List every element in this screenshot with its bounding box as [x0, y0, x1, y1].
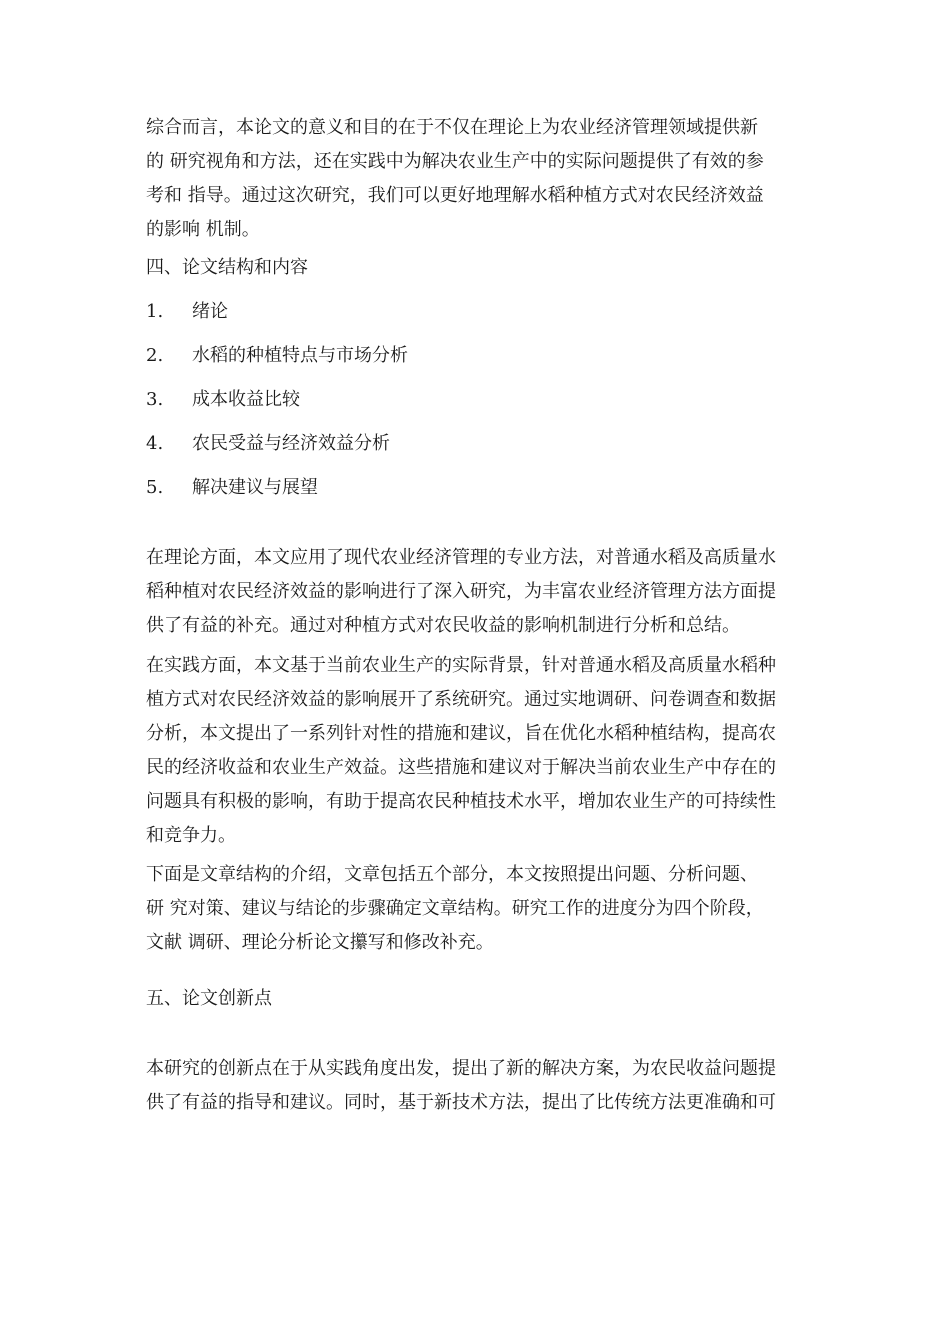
text-line: 考和 指导。通过这次研究，我们可以更好地理解水稻种植方式对农民经济效益 — [146, 185, 764, 206]
text-line: 和竞争力。 — [146, 825, 236, 846]
toc-item — [146, 300, 228, 324]
toc-number: 4. — [146, 433, 164, 454]
text-line: 下面是文章结构的介绍，文章包括五个部分，本文按照提出问题、分析问题、 — [146, 864, 758, 885]
text-line: 综合而言，本论文的意义和目的在于不仅在理论上为农业经济管理领域提供新 — [146, 117, 758, 138]
toc-item — [146, 476, 318, 500]
text-line: 供了有益的补充。通过对种植方式对农民收益的影响机制进行分析和总结。 — [146, 615, 740, 636]
text-line: 研 究对策、建议与结论的步骤确定文章结构。研究工作的进度分为四个阶段， — [146, 898, 764, 919]
paragraph-innovation — [146, 1052, 810, 1120]
toc-item — [146, 388, 300, 412]
text-line: 在实践方面，本文基于当前农业生产的实际背景，针对普通水稻及高质量水稻种 — [146, 655, 776, 676]
toc-label: 解决建议与展望 — [192, 477, 318, 498]
text-line: 本研究的创新点在于从实践角度出发，提出了新的解决方案，为农民收益问题提 — [146, 1058, 776, 1079]
toc-label: 水稻的种植特点与市场分析 — [192, 345, 408, 366]
toc-number: 2. — [146, 345, 164, 366]
paragraph-significance — [146, 111, 810, 247]
paragraph-practice — [146, 649, 810, 853]
text-line: 的 研究视角和方法，还在实践中为解决农业生产中的实际问题提供了有效的参 — [146, 151, 764, 172]
text-line: 文献 调研、理论分析论文攥写和修改补充。 — [146, 932, 494, 953]
text-line: 的影响 机制。 — [146, 219, 260, 240]
toc-number: 5. — [146, 477, 164, 498]
toc-number: 1. — [146, 301, 164, 322]
toc-item — [146, 432, 390, 456]
text-line: 民的经济收益和农业生产效益。这些措施和建议对于解决当前农业生产中存在的 — [146, 757, 776, 778]
text-line: 在理论方面，本文应用了现代农业经济管理的专业方法，对普通水稻及高质量水 — [146, 547, 776, 568]
text-line: 分析，本文提出了一系列针对性的措施和建议，旨在优化水稻种植结构，提高农 — [146, 723, 776, 744]
text-line: 问题具有积极的影响，有助于提高农民种植技术水平，增加农业生产的可持续性 — [146, 791, 776, 812]
toc-label: 绪论 — [192, 301, 228, 322]
toc-item — [146, 344, 408, 368]
paragraph-theory — [146, 541, 810, 643]
text-line: 植方式对农民经济效益的影响展开了系统研究。通过实地调研、问卷调查和数据 — [146, 689, 776, 710]
toc-number: 3. — [146, 389, 164, 410]
toc-label: 成本收益比较 — [192, 389, 300, 410]
paragraph-structure-intro — [146, 858, 810, 960]
section-heading-structure: 四、论文结构和内容 — [146, 257, 308, 278]
text-line: 稻种植对农民经济效益的影响进行了深入研究，为丰富农业经济管理方法方面提 — [146, 581, 776, 602]
toc-label: 农民受益与经济效益分析 — [192, 433, 390, 454]
section-heading-innovation: 五、论文创新点 — [146, 988, 272, 1009]
text-line: 供了有益的指导和建议。同时，基于新技术方法，提出了比传统方法更准确和可 — [146, 1092, 776, 1113]
